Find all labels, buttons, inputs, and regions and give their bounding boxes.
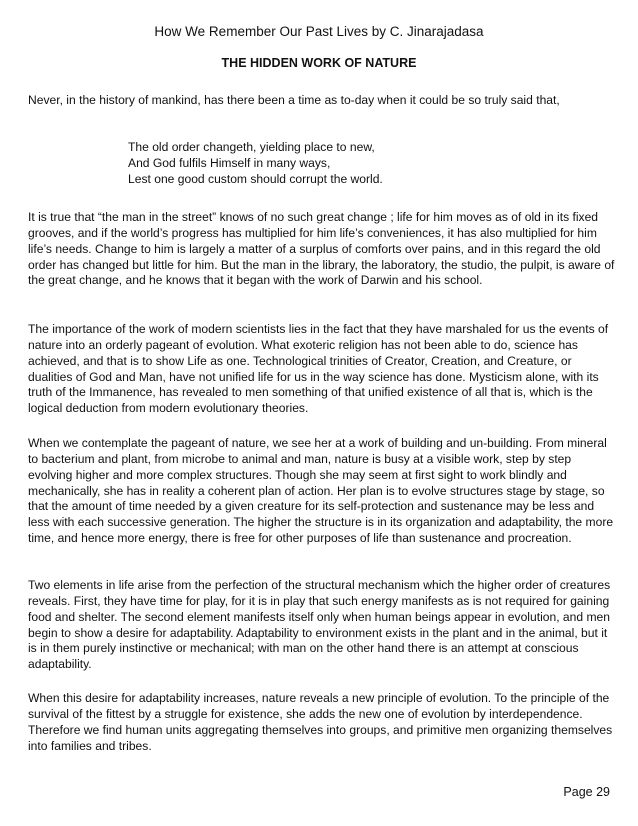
page-number: Page 29 [563,785,610,799]
chapter-title: THE HIDDEN WORK OF NATURE [221,56,417,70]
running-header: How We Remember Our Past Lives by C. Jinarajadasa [154,24,484,39]
body-paragraph: When this desire for adaptability increases, nature reveals a new principle of evolution. To the principle of the survival of the fittest by a struggle for existence, she adds the new one of evolution by interdependence. Therefore we find human units aggregating themselves into groups, and primitive men organizing themselves into families and tribes. [28,691,613,753]
verse-line: Lest one good custom should corrupt the world. [128,171,383,186]
body-paragraph: It is true that “the man in the street” knows of no such great change ; life for him moves as of old in its fixed grooves, and if the world’s progress has multiplied for him life’s conveniences, it has also multiplied for him life’s needs. Change to him is largely a matter of a surplus of comforts over pains, and in this regard the old order has changed but little for him. But the man in the library, the laboratory, the studio, the pulpit, is aware of the great change, and he knows that it began with the work of Darwin and his school. [28,210,615,288]
intro-paragraph: Never, in the history of mankind, has there been a time as to-day when it could be so truly said that, [28,93,560,107]
verse-quote [128,140,528,188]
verse-line: And God fulfils Himself in many ways, [128,155,331,170]
body-paragraph: The importance of the work of modern scientists lies in the fact that they have marshaled for us the events of nature into an orderly pageant of evolution. What exoteric religion has not been able to do, science has achieved, and that is to show Life as one. Technological trinities of Creator, Creation, and Creature, or dualities of God and Man, have not unified life for us in the way science has done. Mysticism alone, with its truth of the Immanence, has revealed to men something of that unified existence of all that is, which is the logical deduction from modern evolutionary theories. [28,322,609,416]
body-paragraph: When we contemplate the pageant of nature, we see her at a work of building and un-building. From mineral to bacterium and plant, from microbe to animal and man, nature is busy at a visible work, step by step evolving higher and more complex structures. Though she may seem at first sight to work blindly and mechanically, she has in reality a coherent plan of action. Her plan is to evolve structures stage by stage, so that the amount of time needed by a given creature for its self-protection and sustenance may be less and less with each successive generation. The higher the structure is in its organization and adaptability, the more time, and hence more energy, there is free for other purposes of life than sustenance and procreation. [28,436,614,546]
verse-line: The old order changeth, yielding place to new, [128,140,375,154]
body-paragraph: Two elements in life arise from the perfection of the structural mechanism which the higher order of creatures reveals. First, they have time for play, for it is in play that such energy manifests as is not required for gaining food and shelter. The second element manifests itself only when human beings appear in evolution, and men begin to show a desire for adaptability. Adaptability to environment exists in the plant and in the animal, but it is in them purely instinctive or mechanical; with man on the other hand there is an attempt at conscious adaptability. [28,578,611,672]
